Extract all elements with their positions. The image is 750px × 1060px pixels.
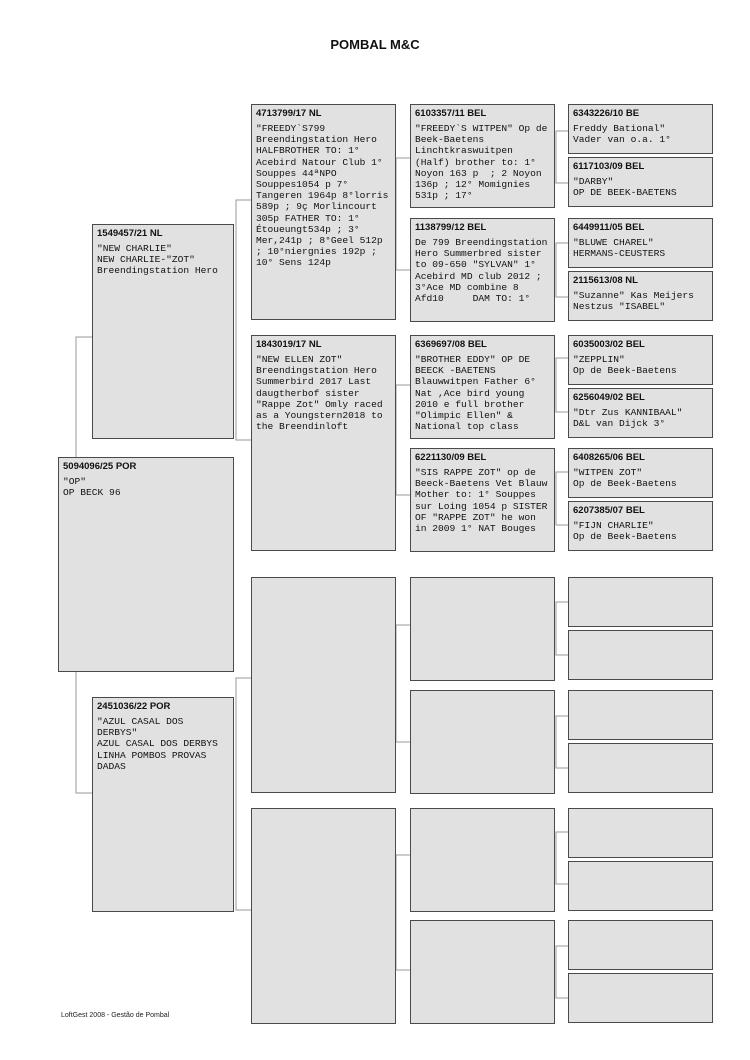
ring-number: 1843019/17 NL: [256, 339, 322, 350]
pigeon-description: "SIS RAPPE ZOT" op de Beeck-Baetens Vet Blauw Mother to: 1° Souppes sur Loing 1054 p SISTER OF "RAPPE ZOT" he won in 2009 1° NAT Bouges: [415, 467, 554, 535]
pigeon-description: "DARBY" OP DE BEEK-BAETENS: [573, 176, 677, 199]
gen4-card-4[interactable]: [568, 271, 713, 321]
great-grandparent-card-3[interactable]: [410, 335, 555, 439]
ring-number: 6256049/02 BEL: [573, 392, 645, 403]
great-grandparent-card-2[interactable]: [410, 218, 555, 322]
gen4-card-15[interactable]: [568, 920, 713, 970]
gen4-card-2[interactable]: [568, 157, 713, 207]
ring-number: 6221130/09 BEL: [415, 452, 487, 463]
footer-credit: LoftGest 2008 - Gestão de Pombal: [61, 1012, 170, 1019]
gen4-card-12[interactable]: [568, 743, 713, 793]
ring-number: 5094096/25 POR: [63, 461, 137, 472]
pigeon-description: "BLUWE CHAREL" HERMANS-CEUSTERS: [573, 237, 666, 260]
great-grandparent-card-8[interactable]: [410, 920, 555, 1024]
pigeon-description: "OP" OP BECK 96: [63, 476, 121, 499]
gen4-card-7[interactable]: [568, 448, 713, 498]
grandparent-card-3[interactable]: [251, 577, 396, 793]
pigeon-description: "FREEDY`S WITPEN" Op de Beek-Baetens Linchtkraswuitpen (Half) brother to: 1° Noyon 163 p ; 2 Noyon 136p ; 12° Momignies 531p ; 17°: [415, 123, 554, 202]
gen4-card-10[interactable]: [568, 630, 713, 680]
gen4-card-16[interactable]: [568, 973, 713, 1023]
gen4-card-8[interactable]: [568, 501, 713, 551]
ring-number: 1138799/12 BEL: [415, 222, 487, 233]
mother-pigeon-card[interactable]: [92, 697, 234, 912]
great-grandparent-card-6[interactable]: [410, 690, 555, 794]
subject-pigeon-card[interactable]: [58, 457, 234, 672]
gen4-card-14[interactable]: [568, 861, 713, 911]
gen4-card-3[interactable]: [568, 218, 713, 268]
gen4-card-1[interactable]: [568, 104, 713, 154]
ring-number: 6035003/02 BEL: [573, 339, 645, 350]
ring-number: 6408265/06 BEL: [573, 452, 645, 463]
grandparent-card-4[interactable]: [251, 808, 396, 1024]
grandparent-card-2[interactable]: [251, 335, 396, 551]
gen4-card-9[interactable]: [568, 577, 713, 627]
pigeon-description: "NEW ELLEN ZOT" Breendingstation Hero Summerbird 2017 Last daugtherbof sister "Rappe Zot" Omly raced as a Youngstern2018 to the Breendinloft: [256, 354, 389, 433]
pigeon-description: "WITPEN ZOT" Op de Beek-Baetens: [573, 467, 677, 490]
ring-number: 6103357/11 BEL: [415, 108, 487, 119]
pigeon-description: De 799 Breendingstation Hero Summerbred sister to 09-650 "SYLVAN" 1° Acebird MD club 2012 ; 3°Ace MD combine 8 Afd10 DAM TO: 1°: [415, 237, 554, 305]
pigeon-description: "NEW CHARLIE" NEW CHARLIE-"ZOT" Breendingstation Hero: [97, 243, 218, 277]
ring-number: 6207385/07 BEL: [573, 505, 645, 516]
pigeon-description: "FREEDY`S799 Breendingstation Hero HALFBROTHER TO: 1° Acebird Natour Club 1° Souppes 44ªNPO Souppes1054 p 7° Tangeren 1964p 8°lorris 589p ; 9ç Morlincourt 305p FATHER TO: 1° Étoueungt534p ; 3° Mer,241p ; 8°Geel 512p ; 10°niergnies 192p ; 10° Sens 124p: [256, 123, 395, 269]
ring-number: 6117103/09 BEL: [573, 161, 645, 172]
ring-number: 6343226/10 BE: [573, 108, 640, 119]
ring-number: 2451036/22 POR: [97, 701, 171, 712]
pigeon-description: "FIJN CHARLIE" Op de Beek-Baetens: [573, 520, 677, 543]
gen4-card-11[interactable]: [568, 690, 713, 740]
ring-number: 2115613/08 NL: [573, 275, 638, 286]
father-pigeon-card[interactable]: [92, 224, 234, 439]
page-title: POMBAL M&C: [330, 37, 420, 52]
great-grandparent-card-4[interactable]: [410, 448, 555, 552]
pigeon-description: Freddy Bational" Vader van o.a. 1°: [573, 123, 671, 146]
great-grandparent-card-7[interactable]: [410, 808, 555, 912]
pigeon-description: "Suzanne" Kas Meijers Nestzus "ISABEL": [573, 290, 700, 313]
great-grandparent-card-1[interactable]: [410, 104, 555, 208]
pigeon-description: "Dtr Zus KANNIBAAL" D&L van Dijck 3°: [573, 407, 683, 430]
gen4-card-13[interactable]: [568, 808, 713, 858]
gen4-card-6[interactable]: [568, 388, 713, 438]
gen4-card-5[interactable]: [568, 335, 713, 385]
pigeon-description: "BROTHER EDDY" OP DE BEECK -BAETENS Blauwwitpen Father 6° Nat ,Ace bird young 2010 e full brother "Olimpic Ellen" & National top class: [415, 354, 542, 433]
ring-number: 6369697/08 BEL: [415, 339, 487, 350]
great-grandparent-card-5[interactable]: [410, 577, 555, 681]
pigeon-description: "ZEPPLIN" Op de Beek-Baetens: [573, 354, 677, 377]
ring-number: 4713799/17 NL: [256, 108, 322, 119]
pigeon-description: "AZUL CASAL DOS DERBYS" AZUL CASAL DOS DERBYS LINHA POMBOS PROVAS DADAS: [97, 716, 218, 772]
grandparent-card-1[interactable]: [251, 104, 396, 320]
ring-number: 1549457/21 NL: [97, 228, 163, 239]
ring-number: 6449911/05 BEL: [573, 222, 645, 233]
